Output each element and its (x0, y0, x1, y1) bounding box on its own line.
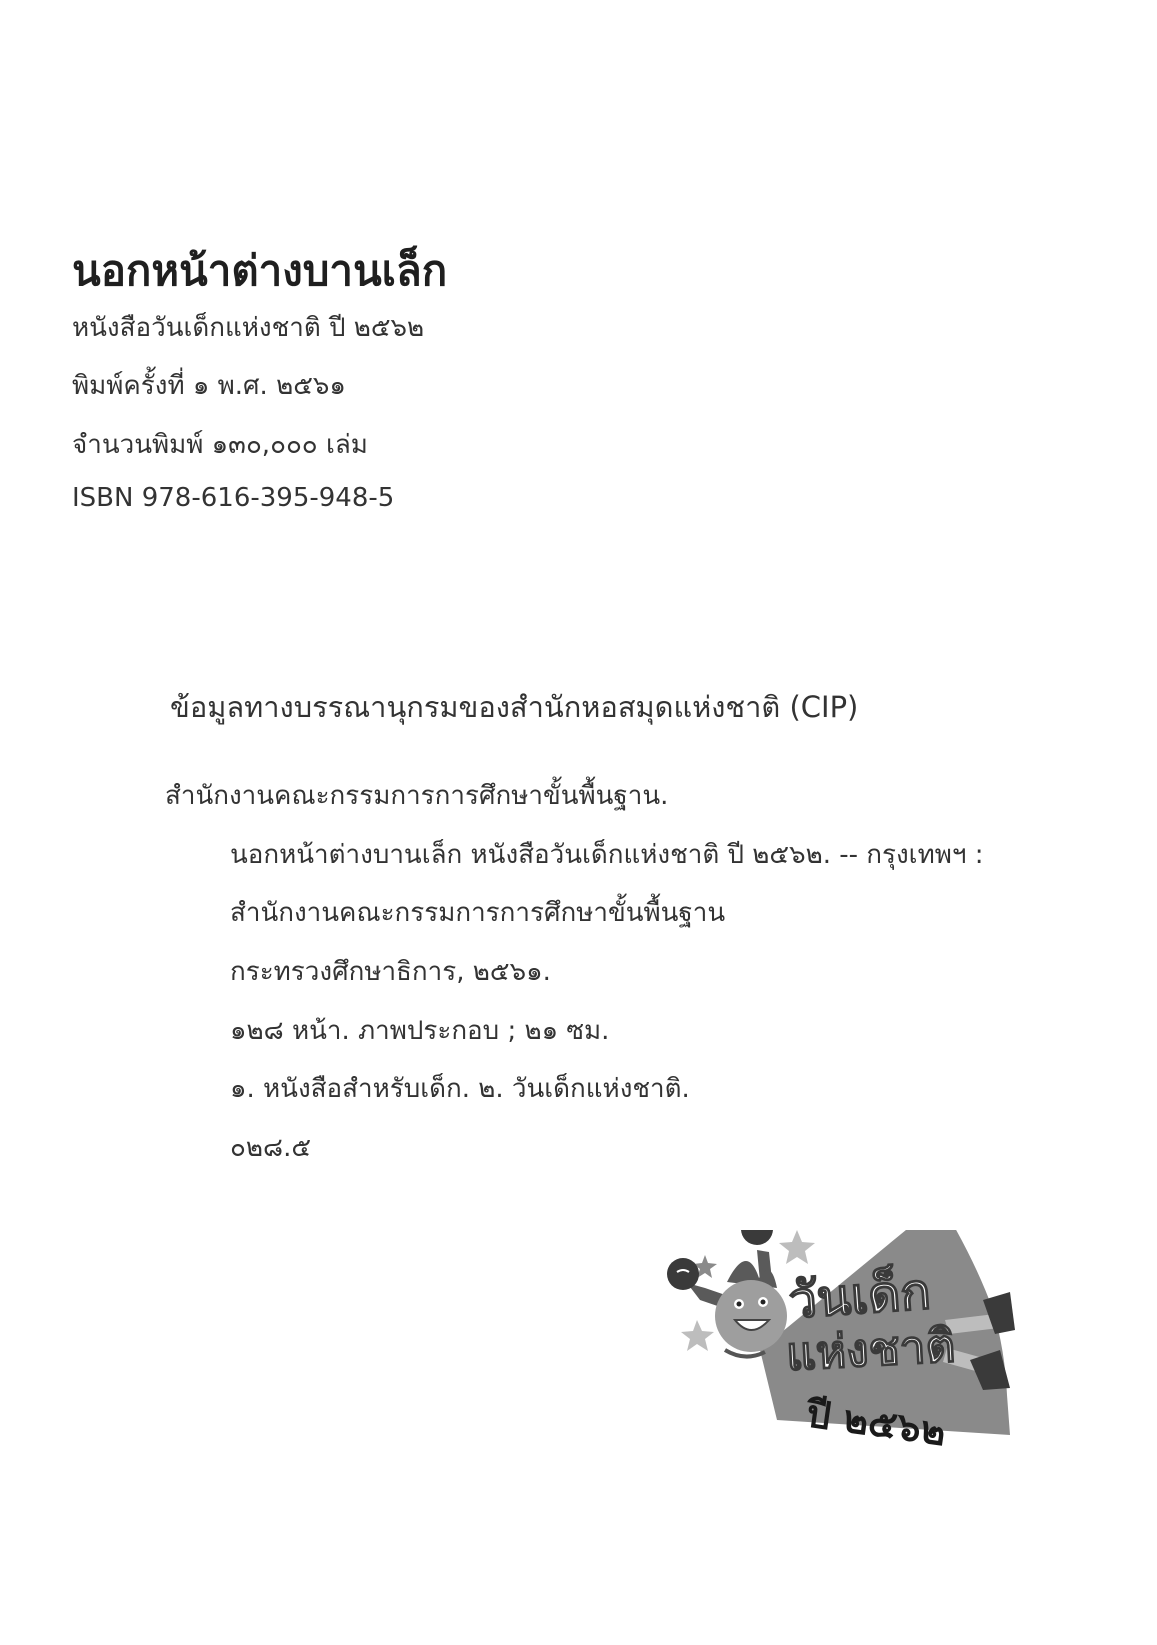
print-run-line: จำนวนพิมพ์ ๑๓๐,๐๐๐ เล่ม (72, 430, 368, 460)
cip-heading: ข้อมูลทางบรรณานุกรมของสำนักหอสมุดแห่งชาติ (CIP) (170, 690, 859, 724)
edition-line: พิมพ์ครั้งที่ ๑ พ.ศ. ๒๕๖๑ (72, 371, 346, 401)
book-subtitle: หนังสือวันเด็กแห่งชาติ ปี ๒๕๖๒ (72, 313, 425, 343)
cip-line: นอกหน้าต่างบานเล็ก หนังสือวันเด็กแห่งชาติ ปี ๒๕๖๒. -- กรุงเทพฯ : (230, 840, 984, 870)
logo-text-line2: แห่งชาติ (784, 1318, 957, 1381)
cip-line: ๐๒๘.๕ (230, 1133, 312, 1163)
character-head (715, 1280, 787, 1352)
fist-left (667, 1258, 699, 1290)
cip-author: สำนักงานคณะกรรมการการศึกษาขั้นพื้นฐาน. (165, 781, 669, 811)
star-icon (681, 1320, 714, 1351)
logo-text-year: ปี ๒๕๖๒ (803, 1391, 949, 1455)
star-icon (779, 1230, 815, 1264)
fist-right (741, 1230, 773, 1245)
logo-text-line1: วันเด็ก (786, 1262, 933, 1330)
cip-line: ๑๒๘ หน้า. ภาพประกอบ ; ๒๑ ซม. (230, 1016, 610, 1046)
cip-line: กระทรวงศึกษาธิการ, ๒๕๖๑. (230, 957, 551, 987)
cip-line: สำนักงานคณะกรรมการการศึกษาขั้นพื้นฐาน (230, 898, 726, 928)
book-title: นอกหน้าต่างบานเล็ก (72, 246, 448, 295)
cip-line: ๑. หนังสือสำหรับเด็ก. ๒. วันเด็กแห่งชาติ. (230, 1074, 690, 1104)
isbn-line: ISBN 978-616-395-948-5 (72, 483, 395, 513)
childrens-day-logo (665, 1230, 1065, 1530)
